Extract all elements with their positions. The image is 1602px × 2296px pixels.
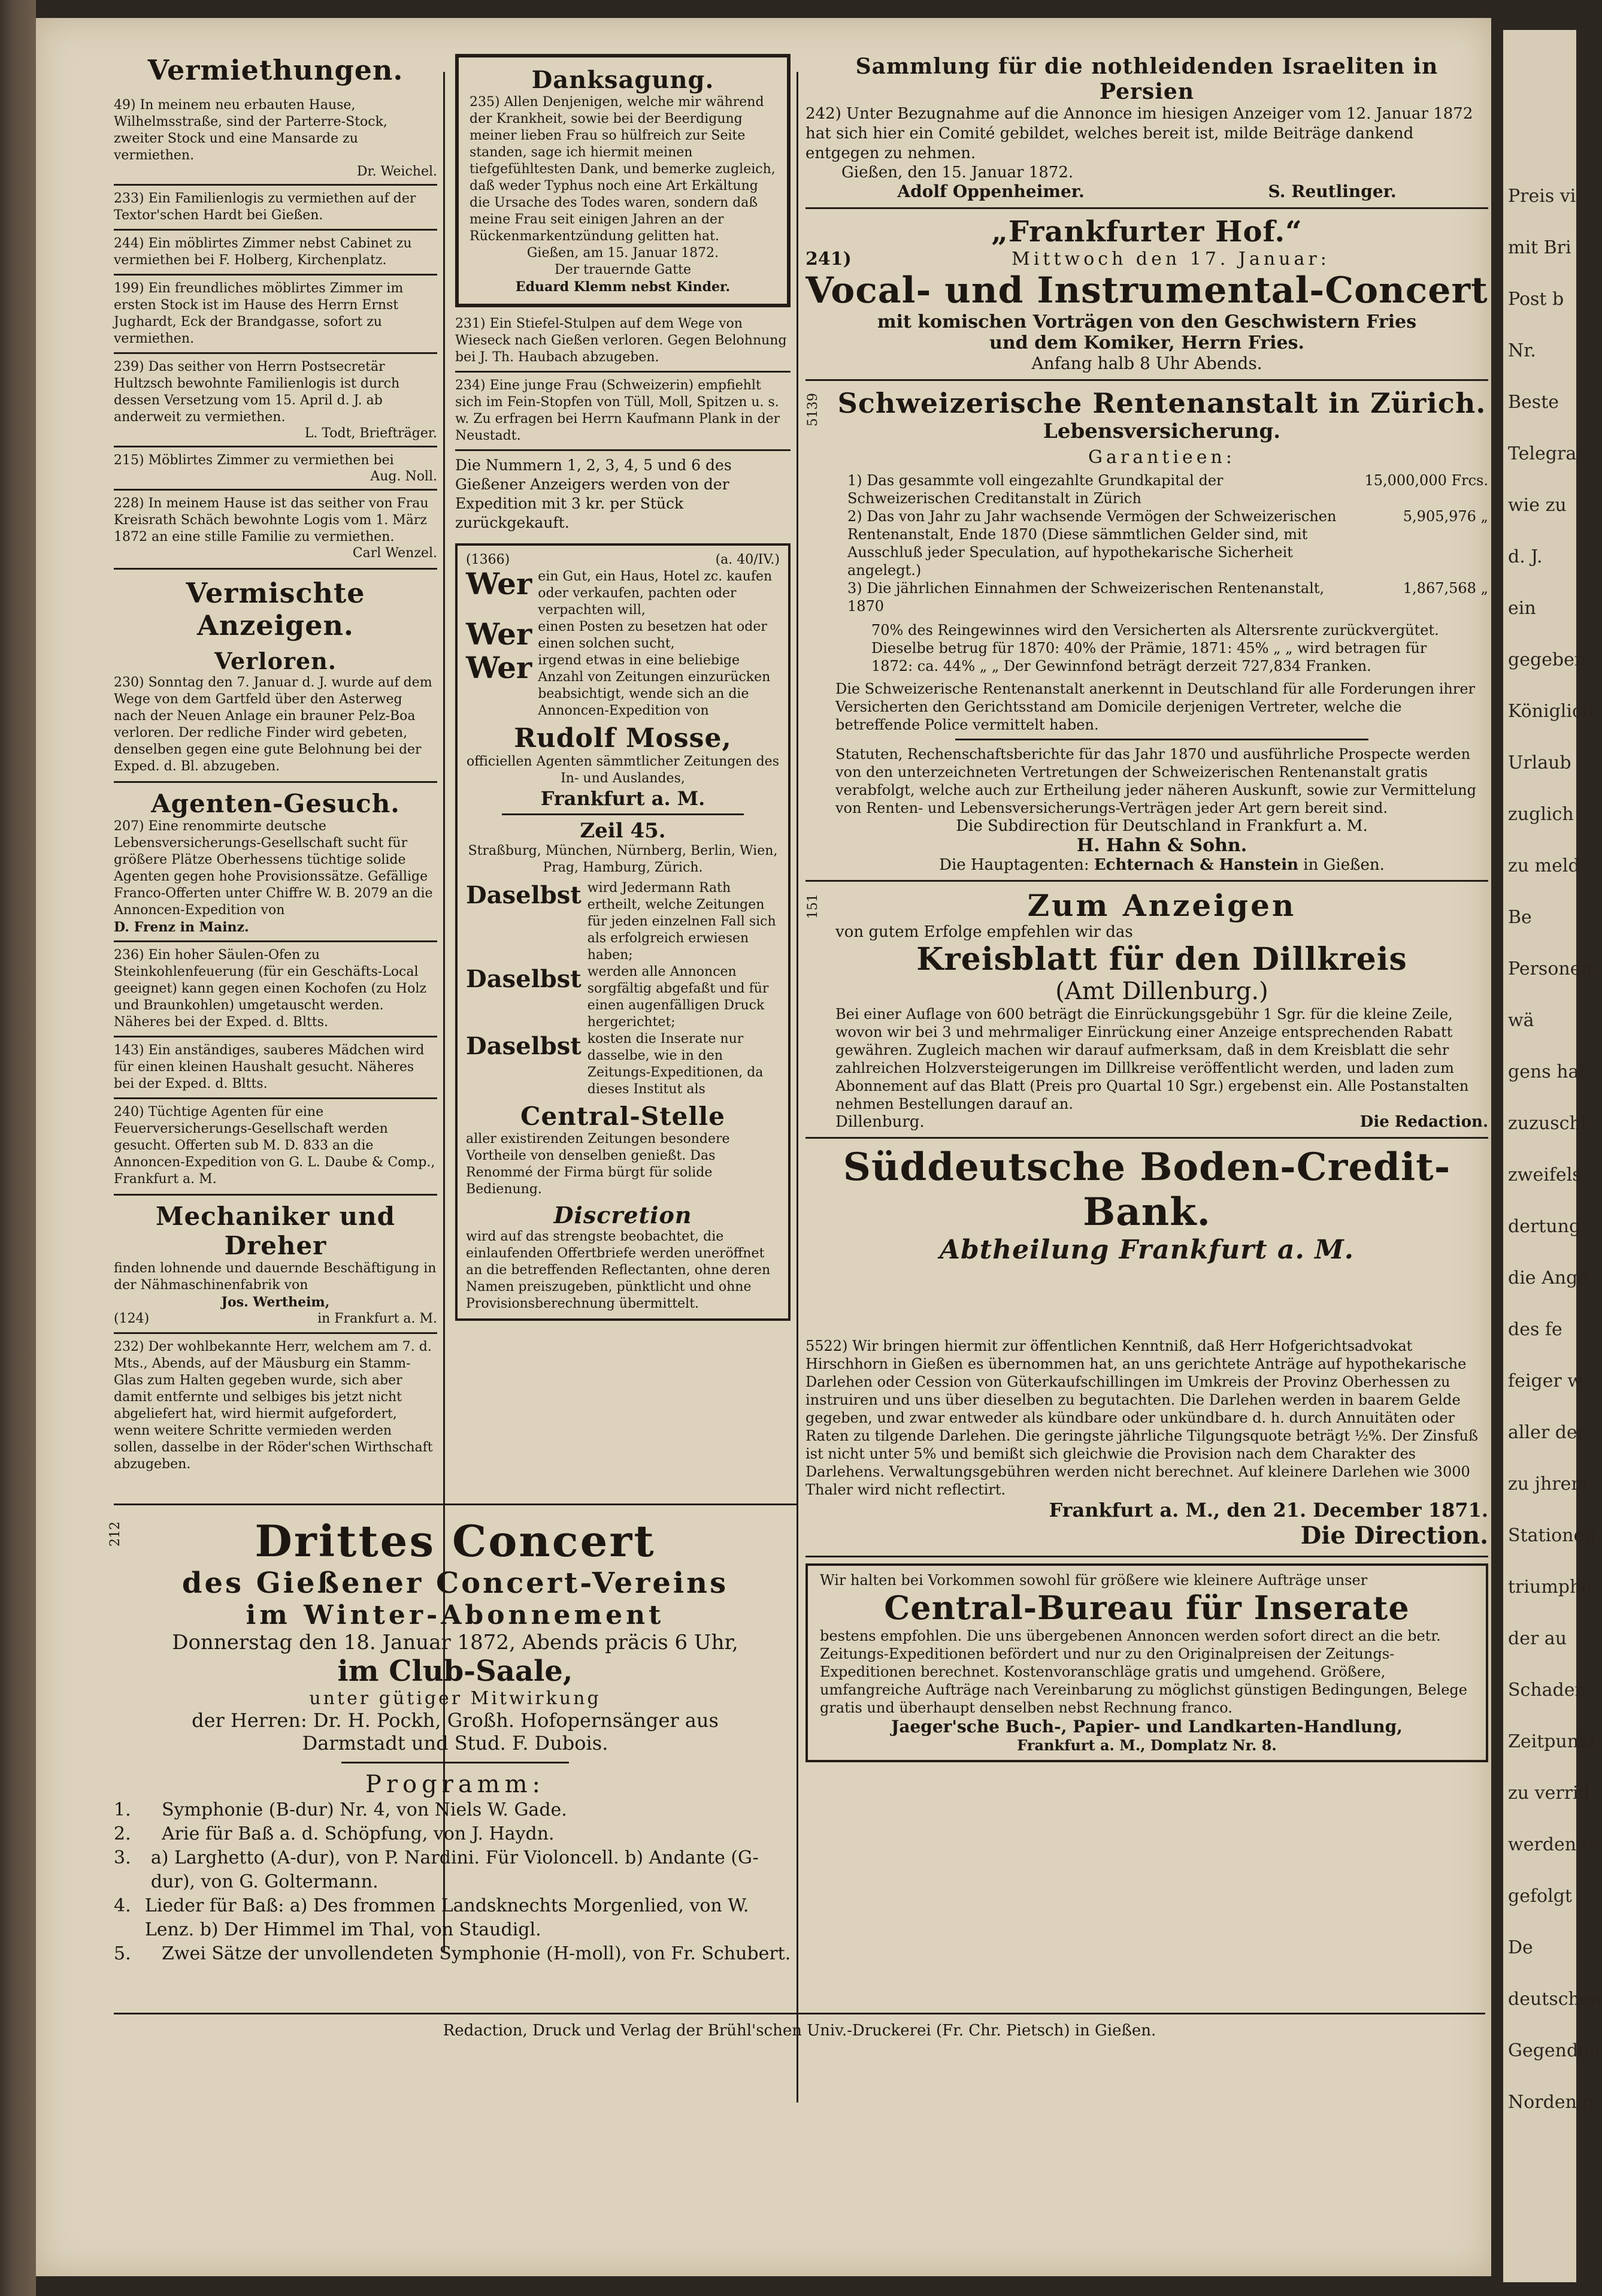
ad-signature: Aug. Noll. bbox=[370, 469, 437, 484]
fragment-text: De bbox=[1508, 1937, 1533, 1958]
wer-text: irgend etwas in eine beliebige Anzahl von Zeitungen einzurücken beabsichtigt, wende sich an die Annoncen-Expedition von bbox=[538, 653, 771, 718]
guarantee-amount: 5,905,976 „ bbox=[1403, 508, 1488, 525]
fragment-text: Personen, bbox=[1508, 958, 1598, 979]
programme-heading: Programm: bbox=[365, 1771, 546, 1798]
ad-text: 244) Ein möblirtes Zimmer nebst Cabinet zu vermiethen bei F. Holberg, Kirchenplatz. bbox=[114, 236, 412, 268]
programme-number: 5. bbox=[114, 1943, 131, 1964]
column-right bbox=[805, 54, 1488, 1762]
concert-date: Donnerstag den 18. Januar 1872, Abends präcis 6 Uhr, bbox=[172, 1631, 738, 1654]
ad-place: in Frankfurt a. M. bbox=[317, 1311, 437, 1326]
divider bbox=[341, 1762, 569, 1763]
ad-text: bestens empfohlen. Die uns übergebenen Annoncen werden sofort direct an die betr. Zeitungs-Expeditionen befördert und nur zu den Originalpreisen der Zeitungs-Expeditionen berechnet. Kostenvoranschläge gratis und umgehend. Größere, umfangreiche Aufträge nach Vereinbarung zu möglichst günstigen Bedingungen, Belege gratis und überhaupt denselben nebst Rechnung franco. bbox=[820, 1628, 1467, 1716]
daselbst-label: Daselbst bbox=[466, 881, 582, 909]
ad-firm: Jos. Wertheim, bbox=[221, 1294, 330, 1310]
ad-text: finden lohnende und dauernde Beschäftigung in der Nähmaschinenfabrik von bbox=[114, 1261, 437, 1293]
ad-signature: L. Todt, Briefträger. bbox=[304, 426, 437, 441]
daselbst-text: werden alle Annoncen sorgfältig abgefaßt und für einen augenfälligen Druck hergerichtet; bbox=[587, 964, 769, 1030]
ad-text: 240) Tüchtige Agenten für eine Feuerversicherungs-Gesellschaft werden gesucht. Offerten sub M. D. 833 an die Annoncen-Expedition von G. L. Daube & Comp., Frankfurt a. M. bbox=[114, 1105, 435, 1187]
ad-signature: S. Reutlinger. bbox=[1268, 181, 1397, 201]
ad-text: 215) Möblirtes Zimmer zu vermiethen bei bbox=[114, 453, 394, 468]
divider bbox=[114, 184, 437, 186]
programme-text: Zwei Sätze der unvollendeten Symphonie (H-moll), von Fr. Schubert. bbox=[162, 1943, 791, 1964]
divider bbox=[114, 1194, 437, 1196]
fragment-text: zweifels bbox=[1508, 1164, 1582, 1185]
wer-text: ein Gut, ein Haus, Hotel zc. kaufen oder verkaufen, pachten oder verpachten will, bbox=[538, 569, 773, 618]
divider bbox=[114, 781, 437, 783]
guarantee-row bbox=[835, 507, 1488, 579]
fragment-text: Post b bbox=[1508, 289, 1564, 310]
concert-subheading: des Gießener Concert-Vereins bbox=[181, 1566, 729, 1600]
concert-start: Anfang halb 8 Uhr Abends. bbox=[1031, 353, 1262, 373]
ad-signatures bbox=[805, 181, 1488, 201]
fragment-text: triumphe bbox=[1508, 1577, 1592, 1598]
ad-heading: Agenten-Gesuch. bbox=[151, 789, 400, 818]
divider bbox=[805, 207, 1488, 209]
agency-branches: Straßburg, München, Nürnberg, Berlin, Wien, Prag, Hamburg, Zürich. bbox=[468, 843, 778, 875]
ad-heading: Schweizerische Rentenanstalt in Zürich. bbox=[837, 387, 1486, 419]
programme-item bbox=[114, 1846, 797, 1894]
ad-text: 228) In meinem Hause ist das seither von Frau Kreisrath Schäch bewohnte Logis vom 1. März 1872 an eine stille Familie zu vermiethen. bbox=[114, 496, 429, 544]
concert-heading: Drittes Concert bbox=[255, 1515, 656, 1566]
central-heading: Central-Stelle bbox=[520, 1102, 725, 1131]
fragment-text: zuzuschi bbox=[1508, 1113, 1587, 1134]
fragment-text: Urlaub bbox=[1508, 752, 1571, 773]
ad-signature: Carl Wenzel. bbox=[352, 546, 437, 561]
adjacent-page-fragment bbox=[1503, 30, 1602, 2282]
ad-text: Die Nummern 1, 2, 3, 4, 5 und 6 des Gießener Anzeigers werden von der Expedition mit 3 kr. per Stück zurückgekauft. bbox=[455, 456, 732, 531]
ad-text: 231) Ein Stiefel-Stulpen auf dem Wege von Wieseck nach Gießen verloren. Gegen Belohnung bei J. Th. Haubach abzugeben. bbox=[455, 316, 787, 365]
ad-heading: Verloren. bbox=[214, 648, 337, 674]
fragment-text: Beste bbox=[1508, 392, 1559, 413]
ad-firm: H. Hahn & Sohn. bbox=[1076, 835, 1247, 856]
ad-text: 233) Ein Familienlogis zu vermiethen auf der Textor'schen Hardt bei Gießen. bbox=[114, 191, 416, 223]
ad-agents-row bbox=[835, 856, 1488, 874]
divider bbox=[114, 274, 437, 276]
bank-subheading: Abtheilung Frankfurt a. M. bbox=[939, 1235, 1355, 1265]
divider bbox=[955, 739, 1368, 740]
guarantee-row bbox=[835, 471, 1488, 507]
fragment-text: wie zu bbox=[1508, 495, 1567, 516]
concert-date: Mittwoch den 17. Januar: bbox=[1012, 249, 1330, 270]
section-heading: Vermischte Anzeigen. bbox=[186, 577, 365, 642]
ad-heading: Zum Anzeigen bbox=[1027, 888, 1297, 923]
divider bbox=[114, 352, 437, 354]
column-left bbox=[114, 54, 437, 1473]
ad-text: 5522) Wir bringen hiermit zur öffentlichen Kenntniß, daß Herr Hofgerichtsadvokat Hirschhorn in Gießen es übernommen hat, an uns gerichtete Anträge auf hypothekarische Darlehen oder Cession von Güterkaufschillingen im Umkreis der Provinz Oberhessen zu instruiren und uns über dieselben zu begutachten. Die Darlehen werden in baarem Gelde gegeben, und zwar entweder als kündbare oder unkündbare d. h. durch Annuitäten oder Raten zu tilgende Darlehen. Die geringste jährliche Tilgungsquote beträgt ½%. Der Zinsfuß ist nicht unter 5% und bemißt sich gleichwie die Provision nach dem Charakter des Darlehens. Verwaltungsgebühren werden nicht berechnet. Auf kleinere Darlehen wie 3000 Thaler wird nicht reflectirt. bbox=[805, 1338, 1478, 1498]
column-middle bbox=[455, 54, 791, 1321]
agency-city: Frankfurt a. M. bbox=[540, 787, 705, 810]
fragment-text: Preis vi bbox=[1508, 186, 1576, 207]
divider bbox=[114, 229, 437, 231]
programme-number: 3. bbox=[114, 1847, 131, 1868]
side-number: 5139 bbox=[805, 393, 820, 426]
divider bbox=[114, 940, 437, 942]
ad-text: 242) Unter Bezugnahme auf die Annonce im hiesigen Anzeiger vom 12. Januar 1872 hat sich hier ein Comité gebildet, welches bereit ist, milde Beiträge dankend entgegen zu nehmen. bbox=[805, 105, 1473, 162]
divider bbox=[114, 1036, 437, 1037]
ad-heading: Central-Bureau für Inserate bbox=[884, 1589, 1410, 1627]
programme-number: 4. bbox=[114, 1895, 131, 1916]
ad-text: Statuten, Rechenschaftsberichte für das Jahr 1870 und ausführliche Prospecte werden von den unterzeichneten Vertretungen der Schweizerischen Rentenanstalt gratis verabfolgt, welche auch zur Ertheilung jeder näheren Auskunft, sowie zur Vermittelung von Renten- und Lebensversicherungs-Verträgen jeder Art gern bereit sind. bbox=[835, 746, 1476, 816]
fragment-text: des fe bbox=[1508, 1319, 1562, 1340]
fragment-text: wä bbox=[1508, 1010, 1534, 1031]
concert-subtitle: mit komischen Vorträgen von den Geschwistern Fries bbox=[877, 311, 1417, 332]
ad-text: 230) Sonntag den 7. Januar d. J. wurde auf dem Wege von dem Gartfeld über den Asterweg nach der Neuen Anlage ein brauner Pelz-Boa verloren. Der redliche Finder wird gebeten, denselben gegen eine gute Belohnung bei der Exped. d. Bl. abzugeben. bbox=[114, 675, 432, 774]
newspaper-page bbox=[36, 18, 1491, 2276]
ad-subheading: Lebensversicherung. bbox=[1043, 419, 1281, 443]
ad-date: Gießen, am 15. Januar 1872. bbox=[526, 246, 719, 261]
central-bureau-box bbox=[805, 1563, 1488, 1762]
agency-subtitle: officiellen Agenten sämmtlicher Zeitungen des In- und Auslandes, bbox=[467, 754, 779, 786]
divider bbox=[114, 446, 437, 447]
programme-item bbox=[114, 1942, 797, 1966]
fragment-text: Norden g bbox=[1508, 2092, 1594, 2113]
daselbst-text: wird Jedermann Rath ertheilt, welche Zeitungen für jeden einzelnen Fall sich als erfolgreich erwiesen haben; bbox=[587, 881, 776, 963]
fragment-text: deutschen bbox=[1508, 1989, 1602, 2010]
fragment-text: d. J. bbox=[1508, 546, 1543, 567]
ad-text: 236) Ein hoher Säulen-Ofen zu Steinkohlenfeuerung (für ein Geschäfts-Local geeignet) kann gegen einen Kochofen (zu Holz und Braunkohlen) umgetauscht werden. Näheres bei der Exped. d. Bltts. bbox=[114, 948, 426, 1030]
daselbst-text: kosten die Inserate nur dasselbe, wie in den Zeitungs-Expeditionen, da dieses Institut als bbox=[587, 1031, 764, 1097]
ad-text: 143) Ein anständiges, sauberes Mädchen wird für einen kleinen Haushalt gesucht. Näheres bei der Exped. d. Bltts. bbox=[114, 1043, 425, 1091]
guarantee-text: 1) Das gesammte voll eingezahlte Grundkapital der Schweizerischen Creditanstalt in Zürich bbox=[847, 472, 1224, 507]
wer-label: Wer bbox=[466, 616, 532, 652]
discretion-heading: Discretion bbox=[553, 1202, 692, 1229]
ad-closing: Der trauernde Gatte bbox=[554, 262, 691, 277]
concert-date-row bbox=[805, 249, 1488, 270]
central-text: aller existirenden Zeitungen besondere Vortheile von denselben genießt. Das Renommé der Firma bürgt für solide Bedienung. bbox=[466, 1132, 730, 1197]
fragment-text: mit Bri bbox=[1508, 237, 1571, 258]
fragment-text: Stationen bbox=[1508, 1525, 1596, 1546]
ad-text: 239) Das seither von Herrn Postsecretär Hultzsch bewohnte Familienlogis ist durch dessen Versetzung vom 15. April d. J. ab anderweit zu vermiethen. bbox=[114, 359, 400, 425]
concert-subheading: im Winter-Abonnement bbox=[246, 1600, 665, 1631]
ad-signature: Dr. Weichel. bbox=[356, 164, 437, 179]
column-rule bbox=[797, 72, 798, 2103]
daselbst-row bbox=[466, 880, 780, 964]
divider bbox=[805, 880, 1488, 882]
divider bbox=[455, 371, 791, 373]
agents-place: in Gießen. bbox=[1303, 856, 1385, 874]
ad-firm: Jaeger'sche Buch-, Papier- und Landkarten-Handlung, bbox=[891, 1717, 1403, 1737]
ad-text: 70% des Reingewinnes wird den Versicherten als Altersrente zurückvergütet. Dieselbe betrug für 1870: 40% der Prämie, 1871: 45% „ „ wird betragen für 1872: ca. 44% „ „ Der Gewinnfond beträgt derzeit 727,834 Franken. bbox=[871, 622, 1439, 674]
divider bbox=[502, 813, 744, 815]
ad-heading: Sammlung für die nothleidenden Israeliten in Persien bbox=[855, 54, 1439, 104]
ad-intro: von gutem Erfolge empfehlen wir das bbox=[835, 923, 1133, 941]
fragment-text: ein bbox=[1508, 598, 1536, 619]
guarantee-row bbox=[835, 579, 1488, 615]
ad-intro: Wir halten bei Vorkommen sowohl für größere wie kleinere Aufträge unser bbox=[820, 1572, 1368, 1589]
side-number: 212 bbox=[108, 1521, 123, 1547]
wer-label: Wer bbox=[466, 650, 532, 685]
concert-ad bbox=[108, 1515, 797, 1966]
mosse-box bbox=[455, 543, 791, 1321]
ad-ref: (1366) bbox=[466, 552, 510, 567]
concert-performers: der Herren: Dr. H. Pockh, Großh. Hofopernsänger aus Darmstadt und Stud. F. Dubois. bbox=[192, 1709, 719, 1754]
ad-signature: Adolf Oppenheimer. bbox=[897, 181, 1085, 201]
ad-text: 234) Eine junge Frau (Schweizerin) empfiehlt sich im Fein-Stopfen von Tüll, Moll, Spitzen u. s. w. Zu erfragen bei Herrn Kaufmann Plank in der Neustadt. bbox=[455, 378, 780, 443]
ad-footer-row bbox=[835, 1113, 1488, 1131]
fragment-text: Nr. bbox=[1508, 340, 1536, 361]
fragment-text: gegeben bbox=[1508, 649, 1586, 670]
ad-ref: (a. 40/IV.) bbox=[715, 552, 780, 567]
programme-text: Arie für Baß a. d. Schöpfung, von J. Haydn. bbox=[162, 1823, 555, 1844]
agency-name: Rudolf Mosse, bbox=[514, 723, 732, 754]
ad-text: 235) Allen Denjenigen, welche mir während der Krankheit, sowie bei der Beerdigung meiner lieben Frau so hülfreich zur Seite standen, sage ich hiermit meinen tiefgefühltesten Dank, und bemerke zugleich, daß weder Typhus noch eine Art Erkältung die Ursache des Todes waren, sondern daß meine Frau seit einigen Jahren an der Rückenmarkentzündung gelitten hat. bbox=[470, 95, 776, 244]
concert-subtitle: und dem Komiker, Herrn Fries. bbox=[989, 332, 1304, 353]
discretion-text: wird auf das strengste beobachtet, die einlaufenden Offertbriefe werden uneröffnet an die betreffenden Reflectanten, ohne deren Namen preiszugeben, pünktlicht und ohne Provisionsberechnung übermittelt. bbox=[466, 1229, 771, 1311]
divider bbox=[805, 1556, 1488, 1557]
wer-row bbox=[466, 652, 780, 719]
guarantee-amount: 1,867,568 „ bbox=[1403, 580, 1488, 597]
divider bbox=[805, 379, 1488, 381]
programme-item bbox=[114, 1894, 797, 1942]
ad-text: Die Subdirection für Deutschland in Frankfurt a. M. bbox=[956, 817, 1368, 835]
wer-row bbox=[466, 568, 780, 619]
divider bbox=[455, 449, 791, 451]
daselbst-row bbox=[466, 964, 780, 1031]
ad-text: Die Schweizerische Rentenanstalt anerkennt in Deutschland für alle Forderungen ihrer Versicherten den Gerichtsstand am Domicile derjenigen Vertreter, welche die betreffende Police vermittelt haben. bbox=[835, 680, 1475, 733]
programme-text: a) Larghetto (A-dur), von P. Nardini. Für Violoncell. b) Andante (G-dur), von G. Goltermann. bbox=[150, 1847, 759, 1892]
fragment-text: dertung bbox=[1508, 1216, 1581, 1237]
programme-item bbox=[114, 1798, 797, 1822]
guarantee-text: 3) Die jährlichen Einnahmen der Schweizerischen Rentenanstalt, 1870 bbox=[847, 580, 1325, 615]
programme-number: 2. bbox=[114, 1823, 131, 1844]
ad-ref: 241) bbox=[805, 249, 852, 270]
agents-label: Die Hauptagenten: bbox=[939, 856, 1089, 874]
ad-heading: Mechaniker und Dreher bbox=[155, 1202, 396, 1260]
ad-text: 199) Ein freundliches möblirtes Zimmer im ersten Stock ist im Hause des Herrn Ernst Jughardt, Eck der Brandgasse, sofort zu vermiethen. bbox=[114, 281, 404, 346]
side-number: 151 bbox=[805, 894, 820, 919]
book-binding bbox=[0, 0, 36, 2296]
ad-place: Dillenburg. bbox=[835, 1113, 925, 1131]
fragment-text: zuglich bbox=[1508, 804, 1574, 825]
concert-title: Vocal- und Instrumental-Concert bbox=[805, 270, 1488, 311]
ad-ref: (124) bbox=[114, 1311, 150, 1326]
fragment-text: aller der bbox=[1508, 1422, 1586, 1443]
concert-assist: unter gütiger Mitwirkung bbox=[309, 1688, 601, 1709]
divider bbox=[114, 489, 437, 491]
ad-title: Kreisblatt für den Dillkreis bbox=[916, 941, 1407, 978]
daselbst-row bbox=[466, 1031, 780, 1098]
ad-footer-row bbox=[114, 1311, 437, 1327]
fragment-text: der au bbox=[1508, 1628, 1567, 1649]
divider bbox=[114, 1504, 797, 1505]
wer-text: einen Posten zu besetzen hat oder einen solchen sucht, bbox=[538, 619, 767, 651]
concert-venue: im Club-Saale, bbox=[337, 1654, 573, 1688]
fragment-text: zu jhrem bbox=[1508, 1474, 1588, 1495]
fragment-text: zu meld bbox=[1508, 855, 1580, 876]
fragment-text: Königlich bbox=[1508, 701, 1594, 722]
programme-item bbox=[114, 1822, 797, 1846]
ad-subtitle: (Amt Dillenburg.) bbox=[1055, 978, 1268, 1005]
divider bbox=[805, 1137, 1488, 1139]
fragment-text: feiger w bbox=[1508, 1371, 1583, 1391]
ad-signature: Die Direction. bbox=[1300, 1521, 1488, 1550]
fragment-text: Gegenden bbox=[1508, 2040, 1601, 2061]
divider bbox=[114, 1097, 437, 1099]
ad-signature: Die Redaction. bbox=[1359, 1113, 1488, 1131]
programme-text: Symphonie (B-dur) Nr. 4, von Niels W. Gade. bbox=[162, 1799, 567, 1820]
agency-street: Zeil 45. bbox=[580, 819, 666, 843]
guarantee-text: 2) Das von Jahr zu Jahr wachsende Vermögen der Schweizerischen Rentenanstalt, Ende 1870 (Diese sämmtlichen Gelder sind, mit Ausschluß jeder Speculation, auf hypothekarische Sicherheit angelegt.) bbox=[847, 508, 1337, 579]
guarantee-amount: 15,000,000 Frcs. bbox=[1364, 472, 1488, 489]
ad-text: Bei einer Auflage von 600 beträgt die Einrückungsgebühr 1 Sgr. für die kleine Zeile, wovon wir bei 3 und mehrmaliger Einrückung einer Anzeige entsprechenden Rabatt gewähren. Zugleich machen wir darauf aufmerksam, daß in dem Kreisblatt die sehr zahlreichen Holzversteigerungen im Dillkreise veröffentlicht werden, und laden zum Abonnement auf das Blatt (Preis pro Quartal 10 Sgr.) ergebenst ein. Alle Postanstalten nehmen Bestellungen darauf an. bbox=[835, 1006, 1469, 1112]
fragment-text: gens hal bbox=[1508, 1061, 1585, 1082]
divider bbox=[114, 568, 437, 570]
ad-signature: Eduard Klemm nebst Kinder. bbox=[515, 279, 731, 295]
ad-text: 232) Der wohlbekannte Herr, welchem am 7. d. Mts., Abends, auf der Mäusburg ein Stamm-Glas zum Halten gegeben wurde, sich aber damit entfernte und selbiges bis jetzt nicht abgeliefert hat, wird hiermit aufgefordert, wenn weitere Schritte vermieden werden sollen, dasselbe in der Röder'schen Wirthschaft abzugeben. bbox=[114, 1339, 433, 1472]
daselbst-label: Daselbst bbox=[466, 1032, 582, 1060]
wer-row bbox=[466, 616, 780, 652]
divider bbox=[114, 1332, 437, 1334]
fragment-text: gefolgt bbox=[1508, 1886, 1572, 1907]
section-heading: Vermiethungen. bbox=[147, 54, 404, 86]
fragment-text: Schaden bbox=[1508, 1680, 1586, 1701]
programme-number: 1. bbox=[114, 1799, 131, 1820]
ad-date: Frankfurt a. M., den 21. December 1871. bbox=[1049, 1499, 1488, 1521]
ad-heading: „Frankfurter Hof.“ bbox=[991, 215, 1303, 249]
fragment-text: werden w bbox=[1508, 1834, 1598, 1855]
ad-text: 49) In meinem neu erbauten Hause, Wilhelmsstraße, sind der Parterre-Stock, zweiter Stock und eine Mansarde zu vermiethen. bbox=[114, 98, 387, 163]
fragment-text: zu verrid bbox=[1508, 1783, 1590, 1804]
dillkreis-ad bbox=[805, 888, 1488, 1131]
ad-text: 207) Eine renommirte deutsche Lebensversicherungs-Gesellschaft sucht für größere Plätze Oberhessens tüchtige solide Agenten gegen hohe Provisionssätze. Gefällige Franco-Offerten unter Chiffre W. B. 2079 an die Annoncen-Expedition von bbox=[114, 819, 433, 918]
ad-address: Frankfurt a. M., Domplatz Nr. 8. bbox=[1017, 1737, 1277, 1754]
bank-heading: Süddeutsche Boden-Credit-Bank. bbox=[843, 1145, 1451, 1235]
guarantee-heading: Garantieen: bbox=[1088, 447, 1235, 468]
fragment-text: Telegra bbox=[1508, 443, 1577, 464]
daselbst-label: Daselbst bbox=[466, 965, 582, 993]
fragment-text: die Ange bbox=[1508, 1268, 1589, 1288]
danksagung-box bbox=[455, 54, 791, 307]
ad-agency: D. Frenz in Mainz. bbox=[114, 919, 249, 935]
wer-label: Wer bbox=[466, 566, 532, 601]
footer-rule bbox=[114, 2013, 1485, 2014]
page-footer: Redaction, Druck und Verlag der Brühl'schen Univ.-Druckerei (Fr. Chr. Pietsch) in Gießen. bbox=[443, 2022, 1156, 2040]
fragment-text: Zeitpunkt bbox=[1508, 1731, 1597, 1752]
ad-heading: Danksagung. bbox=[531, 66, 714, 94]
agents-name: Echternach & Hanstein bbox=[1094, 856, 1299, 874]
ad-date: Gießen, den 15. Januar 1872. bbox=[841, 164, 1074, 181]
fragment-text: Be bbox=[1508, 907, 1532, 928]
renten-ad bbox=[805, 387, 1488, 874]
programme-text: Lieder für Baß: a) Des frommen Landsknechts Morgenlied, von W. Lenz. b) Der Himmel im Thal, von Staudigl. bbox=[144, 1895, 749, 1940]
